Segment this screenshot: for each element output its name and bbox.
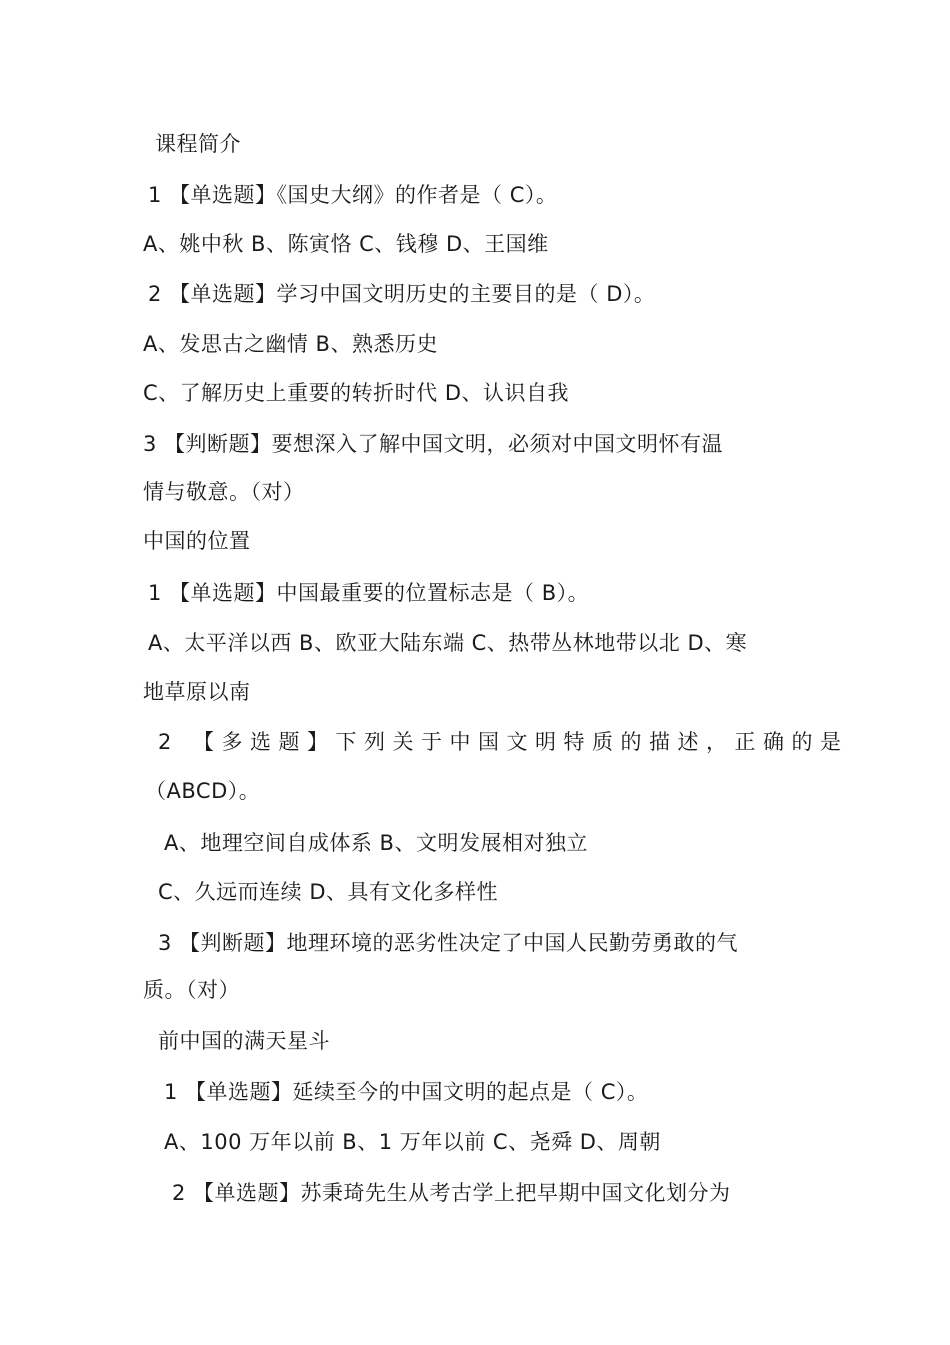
question-line: 3 【判断题】要想深入了解中国文明，必须对中国文明怀有温 [143,432,724,456]
question-line-continued: （ABCD）。 [145,779,261,803]
question-line: 1 【单选题】《国史大纲》的作者是（ C）。 [148,183,558,207]
answer-options: C、久远而连续 D、具有文化多样性 [158,880,499,904]
section-heading: 课程简介 [155,132,241,156]
section-heading: 前中国的满天星斗 [158,1029,330,1053]
answer-options: A、发思古之幽情 B、熟悉历史 [143,332,438,356]
question-line: 2 【单选题】学习中国文明历史的主要目的是（ D）。 [148,282,656,306]
question-line: 1 【单选题】中国最重要的位置标志是（ B）。 [148,581,590,605]
answer-options: A、太平洋以西 B、欧亚大陆东端 C、热带丛林地带以北 D、寒 [148,631,748,655]
question-line: 3 【判断题】地理环境的恶劣性决定了中国人民勤劳勇敢的气 [158,931,739,955]
answer-options: A、姚中秋 B、陈寅恪 C、钱穆 D、王国维 [143,232,549,256]
answer-options: C、了解历史上重要的转折时代 D、认识自我 [143,381,570,405]
question-line: 1 【单选题】延续至今的中国文明的起点是（ C）。 [164,1080,649,1104]
section-heading: 中国的位置 [143,529,251,553]
question-line-continued: 情与敬意。（对） [143,480,305,504]
question-line-continued: 质。（对） [143,978,240,1002]
answer-options: A、地理空间自成体系 B、文明发展相对独立 [164,831,588,855]
answer-options: A、100 万年以前 B、1 万年以前 C、尧舜 D、周朝 [164,1130,661,1154]
question-line: 2 【多选题】下列关于中国文明特质的描述，正确的是 [158,730,849,754]
answer-options-continued: 地草原以南 [143,680,251,704]
question-line: 2 【单选题】苏秉琦先生从考古学上把早期中国文化划分为 [172,1181,731,1205]
